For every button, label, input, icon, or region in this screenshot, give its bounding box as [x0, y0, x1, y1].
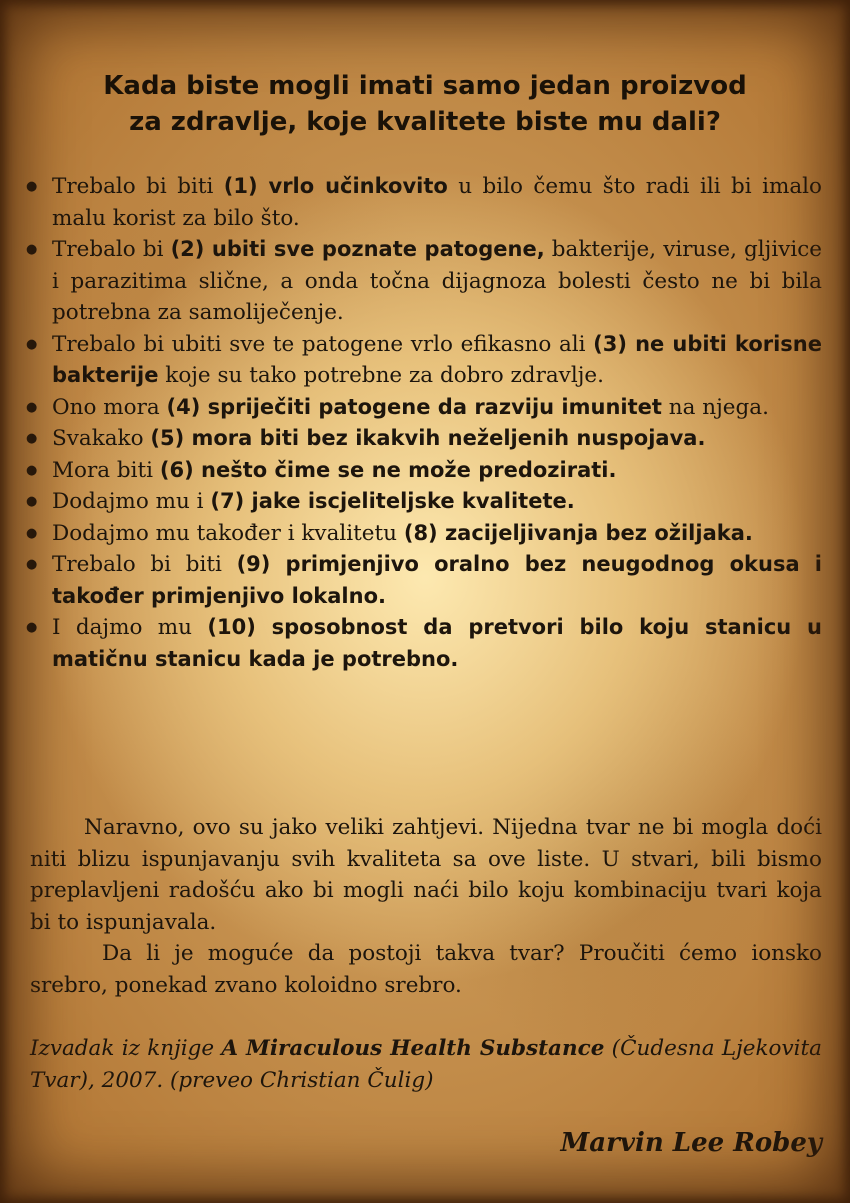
item-text: Ono mora: [52, 394, 167, 420]
source-suffix: (Čudesna Ljekovita Tvar), 2007. (preveo Christian Čulig): [30, 1036, 822, 1093]
item-bold-text: (9) primjenjivo oralno bez neugodnog okusa i također primjenjivo lokalno.: [52, 552, 822, 608]
list-item: [26, 549, 822, 612]
list-item: [26, 329, 822, 392]
item-text: u bilo čemu što radi ili bi imalo malu korist za bilo što.: [52, 174, 822, 231]
source-citation: [30, 1033, 822, 1096]
item-bold-text: (3) ne ubiti korisne bakterije: [52, 331, 822, 387]
item-text: Dodajmo mu i: [52, 489, 211, 514]
item-text: bakterije, viruse, gljivice i parazitima slične, a onda točna dijagnoza bolesti često ne bi bila potrebna za samoliječenje.: [52, 237, 822, 325]
title-line-1: Kada biste mogli imati samo jedan proizvod: [103, 71, 747, 101]
item-bold-text: (8) zacijeljivanja bez ožiljaka.: [403, 520, 753, 545]
item-text: Trebalo bi biti: [52, 552, 237, 577]
list-item: [26, 486, 822, 518]
item-text: Dodajmo mu također i kvalitetu: [52, 520, 404, 546]
item-text: I dajmo mu: [52, 615, 208, 640]
source-prefix: Izvadak iz knjige: [30, 1036, 222, 1061]
item-bold-text: (2) ubiti sve poznate patogene,: [170, 237, 545, 261]
paragraph-2: Da li je moguće da postoji takva tvar? Proučiti ćemo ionsko srebro, ponekad zvano koloidno srebro.: [30, 941, 822, 998]
list-item: [26, 171, 822, 234]
item-text: Mora biti: [52, 457, 160, 483]
list-item: [26, 518, 822, 550]
qualities-list: [26, 171, 822, 675]
item-bold-text: (7) jake iscjeliteljske kvalitete.: [210, 489, 575, 513]
item-bold-text: (5) mora biti bez ikakvih neželjenih nuspojava.: [150, 426, 706, 450]
page-title: [30, 68, 820, 140]
item-bold-text: (4) spriječiti patogene da razviju imunitet: [166, 394, 662, 419]
book-title: A Miraculous Health Substance: [221, 1036, 605, 1061]
title-line-2: za zdravlje, koje kvalitete biste mu dali?: [129, 107, 721, 137]
item-text: Trebalo bi: [52, 237, 171, 262]
item-bold-text: (6) nešto čime se ne može predozirati.: [159, 457, 617, 482]
item-text: koje su tako potrebne za dobro zdravlje.: [158, 363, 604, 388]
list-item: [26, 234, 822, 329]
list-item: [26, 392, 822, 424]
item-text: Trebalo bi biti: [52, 174, 224, 199]
author-signature: Marvin Lee Robey: [560, 1128, 822, 1158]
list-item: [26, 455, 822, 487]
item-bold-text: (10) sposobnost da pretvori bilo koju stanicu u matičnu stanicu kada je potrebno.: [52, 615, 823, 671]
item-text: Svakako: [52, 426, 151, 451]
paragraph-1: Naravno, ovo su jako veliki zahtjevi. Nijedna tvar ne bi mogla doći niti blizu ispunjavanju svih kvaliteta sa ove liste. U stvari, bili bismo preplavljeni radošću ako bi mogli naći bilo koju kombinaciju tvari koja bi to ispunjavala.: [30, 815, 822, 935]
list-item: [26, 612, 822, 675]
item-text: na njega.: [661, 394, 769, 420]
item-bold-text: (1) vrlo učinkovito: [223, 174, 448, 198]
list-item: [26, 423, 822, 455]
item-text: Trebalo bi ubiti sve te patogene vrlo efikasno ali: [52, 331, 594, 357]
